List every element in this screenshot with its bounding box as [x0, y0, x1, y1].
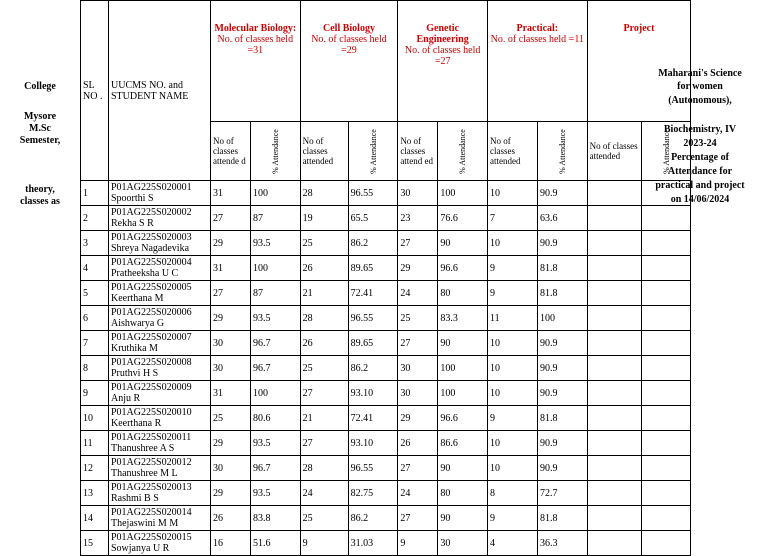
- attendance-cell: 90.9: [537, 356, 587, 381]
- registration-number: P01AG225S020002: [111, 207, 192, 218]
- attendance-cell: 81.8: [537, 281, 587, 306]
- student-name: Shreya Nagadevika: [111, 243, 190, 254]
- registration-number: P01AG225S020006: [111, 307, 192, 318]
- student-cell: [109, 281, 211, 306]
- student-name: Kruthika M: [111, 343, 158, 354]
- table-row: [81, 356, 691, 381]
- right-line-1: Maharani's Science: [658, 68, 742, 79]
- attendance-cell: 90.9: [537, 181, 587, 206]
- attendance-cell: 29: [211, 306, 251, 331]
- subject-practical: [487, 1, 587, 122]
- attendance-cell: [641, 481, 691, 506]
- percent-header-text: % Attendance: [368, 128, 378, 174]
- right-line-4: Biochemistry, IV: [663, 124, 737, 135]
- attendance-cell: 31: [211, 256, 251, 281]
- attendance-cell: 81.8: [537, 506, 587, 531]
- attendance-cell: 25: [398, 306, 438, 331]
- attendance-cell: 96.55: [348, 181, 398, 206]
- attendance-cell: 29: [211, 431, 251, 456]
- name-column-header: UUCMS NO. and STUDENT NAME: [109, 1, 211, 181]
- registration-number: P01AG225S020005: [111, 282, 192, 293]
- classes-held: No. of classes held =11: [490, 34, 584, 45]
- attendance-cell: 11: [487, 306, 537, 331]
- student-name: Aishwarya G: [111, 318, 165, 329]
- student-name: Thanushree A S: [111, 443, 175, 454]
- subject-name: Genetic Engineering: [416, 23, 469, 45]
- student-cell: [109, 406, 211, 431]
- student-cell: [109, 206, 211, 231]
- attendance-cell: 96.6: [438, 256, 488, 281]
- registration-number: P01AG225S020001: [111, 182, 192, 193]
- attendance-cell: 25: [300, 356, 348, 381]
- table-row: [81, 306, 691, 331]
- attendance-cell: 90.9: [537, 381, 587, 406]
- serial-number-cell: 1: [81, 181, 109, 206]
- serial-number-cell: 15: [81, 531, 109, 556]
- attendance-cell: 27: [300, 431, 348, 456]
- serial-number-cell: 9: [81, 381, 109, 406]
- table-row: [81, 431, 691, 456]
- subject-molecular-biology: [211, 1, 301, 122]
- attendance-cell: 100: [438, 181, 488, 206]
- right-line-6: Percentage of: [671, 152, 729, 163]
- attendance-cell: 90.9: [537, 231, 587, 256]
- percent-header-text: % Attendance: [458, 128, 468, 174]
- attendance-cell: [641, 431, 691, 456]
- percent-header: [438, 122, 488, 181]
- serial-number-cell: 7: [81, 331, 109, 356]
- attendance-cell: 83.3: [438, 306, 488, 331]
- attendance-cell: 27: [398, 506, 438, 531]
- student-name: Thejaswini M M: [111, 518, 179, 529]
- attendance-cell: 86.6: [438, 431, 488, 456]
- student-name: Sowjanya U R: [111, 543, 170, 554]
- serial-number-cell: 4: [81, 256, 109, 281]
- student-cell: [109, 181, 211, 206]
- attendance-cell: 30: [398, 181, 438, 206]
- attendance-cell: [641, 231, 691, 256]
- attendance-cell: 80: [438, 281, 488, 306]
- attendance-cell: 31: [211, 181, 251, 206]
- attendance-cell: [587, 306, 641, 331]
- attendance-cell: 100: [251, 256, 301, 281]
- student-cell: [109, 256, 211, 281]
- attendance-cell: 10: [487, 331, 537, 356]
- table-row: [81, 381, 691, 406]
- student-name: Keerthana R: [111, 418, 162, 429]
- attendance-cell: 76.6: [438, 206, 488, 231]
- attendance-cell: 10: [487, 356, 537, 381]
- attendance-cell: 90: [438, 506, 488, 531]
- attended-header: No of classes attende d: [211, 122, 251, 181]
- attendance-cell: 72.41: [348, 406, 398, 431]
- table-row: [81, 206, 691, 231]
- attendance-cell: 90.9: [537, 456, 587, 481]
- attendance-cell: 81.8: [537, 256, 587, 281]
- classes-held: No. of classes held =27: [404, 45, 481, 67]
- attendance-cell: [641, 381, 691, 406]
- attendance-cell: 86.2: [348, 356, 398, 381]
- attendance-cell: 28: [300, 306, 348, 331]
- attended-header: No of classes attended: [587, 122, 641, 181]
- registration-number: P01AG225S020010: [111, 407, 192, 418]
- attendance-cell: 93.5: [251, 431, 301, 456]
- attendance-cell: 9: [487, 281, 537, 306]
- attendance-cell: 29: [398, 256, 438, 281]
- attendance-cell: [641, 256, 691, 281]
- subject-header-row: [81, 1, 691, 122]
- attendance-cell: 80.6: [251, 406, 301, 431]
- percent-header: [537, 122, 587, 181]
- subject-name: Practical:: [516, 23, 559, 34]
- course-label: M.Sc: [29, 123, 51, 134]
- attendance-cell: 25: [300, 506, 348, 531]
- attendance-cell: [641, 531, 691, 556]
- attendance-cell: 9: [398, 531, 438, 556]
- attendance-cell: 8: [487, 481, 537, 506]
- attendance-cell: 96.55: [348, 306, 398, 331]
- attendance-cell: 93.5: [251, 306, 301, 331]
- table-row: [81, 256, 691, 281]
- percent-header: [641, 122, 691, 181]
- student-cell: [109, 231, 211, 256]
- attendance-cell: 90: [438, 331, 488, 356]
- attendance-cell: 10: [487, 381, 537, 406]
- attendance-cell: 21: [300, 406, 348, 431]
- attendance-cell: 96.7: [251, 456, 301, 481]
- attendance-cell: 90: [438, 456, 488, 481]
- right-line-2: for women: [677, 81, 723, 92]
- percent-header-text: % Attendance: [270, 128, 280, 174]
- attendance-cell: 26: [398, 431, 438, 456]
- student-name: Spoorthi S: [111, 193, 154, 204]
- right-line-5: 2023-24: [683, 138, 717, 149]
- attendance-cell: [587, 331, 641, 356]
- student-name: Rekha S R: [111, 218, 154, 229]
- table-row: [81, 231, 691, 256]
- attendance-cell: 51.6: [251, 531, 301, 556]
- attendance-cell: 24: [398, 281, 438, 306]
- attendance-cell: 93.5: [251, 481, 301, 506]
- attendance-cell: [587, 256, 641, 281]
- attendance-cell: 93.5: [251, 231, 301, 256]
- registration-number: P01AG225S020004: [111, 257, 192, 268]
- attendance-cell: 27: [300, 381, 348, 406]
- attendance-cell: 10: [487, 231, 537, 256]
- attended-header: No of classes attended: [300, 122, 348, 181]
- attended-header: No of classes attend ed: [398, 122, 438, 181]
- attendance-cell: 30: [398, 356, 438, 381]
- attendance-cell: 100: [438, 356, 488, 381]
- attendance-cell: 25: [211, 406, 251, 431]
- attendance-cell: [641, 181, 691, 206]
- attendance-cell: 30: [438, 531, 488, 556]
- registration-number: P01AG225S020008: [111, 357, 192, 368]
- attendance-cell: 10: [487, 181, 537, 206]
- attendance-cell: 86.2: [348, 506, 398, 531]
- attendance-cell: 30: [211, 331, 251, 356]
- registration-number: P01AG225S020013: [111, 482, 192, 493]
- table-row: [81, 406, 691, 431]
- attendance-cell: [641, 356, 691, 381]
- attendance-cell: 26: [211, 506, 251, 531]
- attendance-cell: 26: [300, 256, 348, 281]
- attendance-cell: 100: [251, 181, 301, 206]
- attendance-cell: [587, 181, 641, 206]
- classes-held: No. of classes held =31: [217, 34, 294, 56]
- attendance-cell: 29: [211, 231, 251, 256]
- attendance-cell: [641, 406, 691, 431]
- classes-held: No. of classes held =29: [311, 34, 387, 56]
- attendance-cell: 80: [438, 481, 488, 506]
- sl-no-header: SL NO .: [81, 1, 109, 181]
- attendance-cell: [587, 206, 641, 231]
- student-cell: [109, 481, 211, 506]
- subject-name: Molecular Biology:: [214, 23, 297, 34]
- table-row: [81, 281, 691, 306]
- attendance-cell: 81.8: [537, 406, 587, 431]
- serial-number-cell: 14: [81, 506, 109, 531]
- percent-header: [251, 122, 301, 181]
- attendance-cell: [587, 231, 641, 256]
- student-cell: [109, 531, 211, 556]
- attendance-cell: 28: [300, 456, 348, 481]
- table-body: [81, 181, 691, 556]
- attendance-cell: 90: [438, 231, 488, 256]
- attendance-cell: 27: [398, 456, 438, 481]
- attendance-cell: 72.41: [348, 281, 398, 306]
- serial-number-cell: 2: [81, 206, 109, 231]
- attendance-cell: 100: [438, 381, 488, 406]
- registration-number: P01AG225S020009: [111, 382, 192, 393]
- attendance-cell: 89.65: [348, 256, 398, 281]
- attendance-cell: 29: [211, 481, 251, 506]
- attendance-cell: [641, 331, 691, 356]
- student-name: Anju R: [111, 393, 141, 404]
- attendance-cell: 25: [300, 231, 348, 256]
- attendance-cell: 9: [487, 406, 537, 431]
- attendance-cell: 36.3: [537, 531, 587, 556]
- student-cell: [109, 381, 211, 406]
- classes-as-label: classes as: [20, 196, 60, 207]
- attendance-cell: 86.2: [348, 231, 398, 256]
- table-row: [81, 456, 691, 481]
- attendance-cell: 24: [398, 481, 438, 506]
- attendance-cell: 90.9: [537, 331, 587, 356]
- registration-number: P01AG225S020003: [111, 232, 192, 243]
- attendance-cell: [587, 531, 641, 556]
- serial-number-cell: 13: [81, 481, 109, 506]
- attendance-cell: [587, 381, 641, 406]
- serial-number-cell: 11: [81, 431, 109, 456]
- student-cell: [109, 331, 211, 356]
- registration-number: P01AG225S020007: [111, 332, 192, 343]
- attendance-cell: 87: [251, 281, 301, 306]
- table-row: [81, 506, 691, 531]
- student-cell: [109, 431, 211, 456]
- serial-number-cell: 8: [81, 356, 109, 381]
- registration-number: P01AG225S020015: [111, 532, 192, 543]
- college-label: College: [24, 81, 56, 92]
- attendance-cell: 26: [300, 331, 348, 356]
- theory-label: theory,: [25, 184, 55, 195]
- serial-number-cell: 5: [81, 281, 109, 306]
- right-line-7: Attendance for: [667, 166, 733, 177]
- attendance-cell: 82.75: [348, 481, 398, 506]
- student-name: Pratheeksha U C: [111, 268, 179, 279]
- attendance-cell: 63.6: [537, 206, 587, 231]
- city-label: Mysore: [23, 111, 57, 122]
- attendance-cell: 31: [211, 381, 251, 406]
- student-name: Rashmi B S: [111, 493, 159, 504]
- attendance-cell: 87: [251, 206, 301, 231]
- attendance-cell: 10: [487, 456, 537, 481]
- semester-label: Semester,: [19, 135, 61, 146]
- table-row: [81, 181, 691, 206]
- percent-header-text: % Attendance: [557, 128, 567, 174]
- attendance-cell: 9: [487, 256, 537, 281]
- student-name: Thanushree M L: [111, 468, 178, 479]
- attendance-cell: [641, 306, 691, 331]
- attendance-cell: 93.10: [348, 381, 398, 406]
- right-line-9: on 14/06/2024: [670, 194, 730, 205]
- student-name: Keerthana M: [111, 293, 164, 304]
- table-row: [81, 331, 691, 356]
- table-row: [81, 531, 691, 556]
- attendance-cell: 7: [487, 206, 537, 231]
- table-row: [81, 481, 691, 506]
- attendance-cell: 27: [398, 231, 438, 256]
- attendance-cell: 9: [300, 531, 348, 556]
- serial-number-cell: 6: [81, 306, 109, 331]
- student-cell: [109, 356, 211, 381]
- attendance-cell: [587, 481, 641, 506]
- attendance-cell: 96.7: [251, 331, 301, 356]
- serial-number-cell: 10: [81, 406, 109, 431]
- attendance-cell: 4: [487, 531, 537, 556]
- attendance-cell: 29: [398, 406, 438, 431]
- attendance-cell: 96.55: [348, 456, 398, 481]
- registration-number: P01AG225S020011: [111, 432, 192, 443]
- registration-number: P01AG225S020012: [111, 457, 192, 468]
- attendance-cell: 27: [398, 331, 438, 356]
- attendance-cell: [587, 456, 641, 481]
- attendance-cell: 9: [487, 506, 537, 531]
- attendance-cell: 100: [537, 306, 587, 331]
- right-line-8: practical and project: [655, 180, 745, 191]
- attendance-cell: 16: [211, 531, 251, 556]
- attendance-cell: 90.9: [537, 431, 587, 456]
- percent-header-text: % Attendance: [661, 128, 671, 174]
- attendance-cell: [641, 506, 691, 531]
- attendance-cell: 72.7: [537, 481, 587, 506]
- attendance-cell: 30: [211, 456, 251, 481]
- student-cell: [109, 456, 211, 481]
- subject-genetic-engineering: [398, 1, 488, 122]
- attendance-cell: [587, 406, 641, 431]
- attendance-cell: [587, 431, 641, 456]
- attendance-cell: 27: [211, 206, 251, 231]
- attendance-cell: 31.03: [348, 531, 398, 556]
- student-cell: [109, 506, 211, 531]
- attendance-cell: 10: [487, 431, 537, 456]
- attendance-cell: 83.8: [251, 506, 301, 531]
- percent-header: [348, 122, 398, 181]
- attendance-cell: 96.7: [251, 356, 301, 381]
- serial-number-cell: 3: [81, 231, 109, 256]
- attendance-cell: 27: [211, 281, 251, 306]
- attendance-cell: 28: [300, 181, 348, 206]
- attendance-cell: 30: [211, 356, 251, 381]
- student-name: Pruthvi H S: [111, 368, 159, 379]
- attendance-cell: 100: [251, 381, 301, 406]
- attendance-cell: 21: [300, 281, 348, 306]
- attendance-cell: 89.65: [348, 331, 398, 356]
- attendance-cell: [587, 281, 641, 306]
- subject-project: [587, 1, 691, 122]
- student-cell: [109, 306, 211, 331]
- subject-cell-biology: [300, 1, 398, 122]
- attendance-cell: [641, 456, 691, 481]
- subject-name: Cell Biology: [323, 23, 375, 34]
- registration-number: P01AG225S020014: [111, 507, 192, 518]
- attendance-cell: 23: [398, 206, 438, 231]
- attendance-cell: 30: [398, 381, 438, 406]
- attendance-cell: [587, 356, 641, 381]
- attendance-cell: [587, 506, 641, 531]
- attendance-cell: 19: [300, 206, 348, 231]
- serial-number-cell: 12: [81, 456, 109, 481]
- attendance-cell: [641, 206, 691, 231]
- attendance-cell: 65.5: [348, 206, 398, 231]
- attendance-cell: 24: [300, 481, 348, 506]
- attendance-cell: [641, 281, 691, 306]
- attended-header: No of classes attended: [487, 122, 537, 181]
- subject-name: Project: [623, 23, 655, 34]
- right-line-3: (Autonomous),: [668, 95, 732, 106]
- attendance-cell: 96.6: [438, 406, 488, 431]
- attendance-table: [80, 0, 691, 556]
- attendance-cell: 93.10: [348, 431, 398, 456]
